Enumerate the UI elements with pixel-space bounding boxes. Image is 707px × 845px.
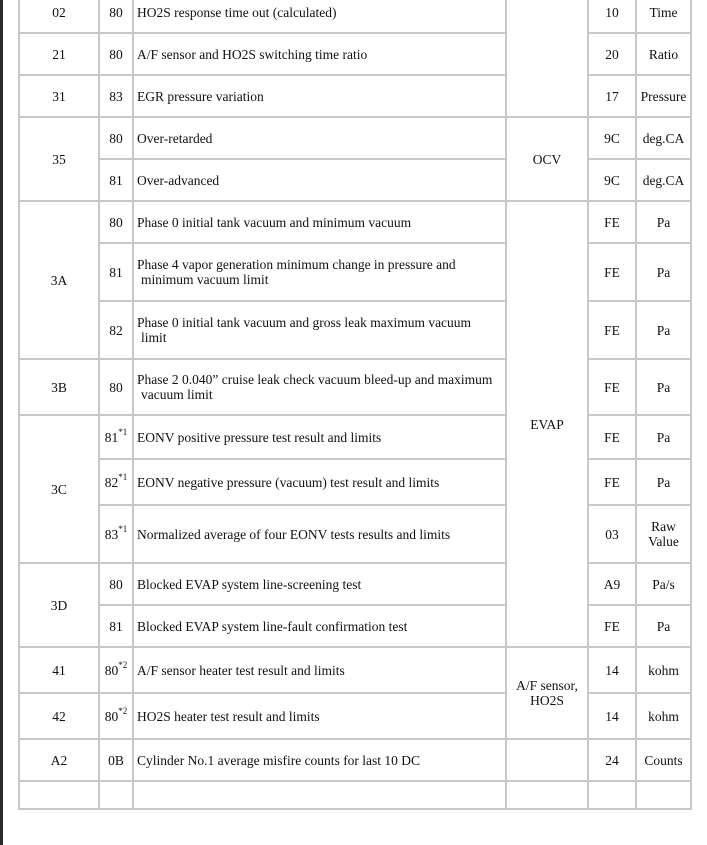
footnote-marker: *1 bbox=[118, 472, 128, 482]
unit-id-cell: 9C bbox=[588, 159, 636, 201]
component-id-cell: 81 bbox=[99, 605, 133, 647]
description-cell bbox=[133, 781, 506, 809]
component-id-cell: 80 bbox=[99, 0, 133, 33]
table-row bbox=[19, 117, 691, 159]
table-row bbox=[19, 243, 691, 301]
system-line-2: HO2S bbox=[530, 693, 564, 708]
unit-cell bbox=[636, 505, 691, 563]
description-cell: Over-advanced bbox=[133, 159, 506, 201]
description-cell: EONV positive pressure test result and limits bbox=[133, 415, 506, 459]
component-id-cell bbox=[99, 693, 133, 739]
unit-line-2: Value bbox=[648, 534, 679, 549]
test-id-cell bbox=[19, 781, 99, 809]
unit-id-cell: 20 bbox=[588, 33, 636, 75]
unit-cell: Pa bbox=[636, 359, 691, 415]
unit-id-cell: 10 bbox=[588, 0, 636, 33]
test-id-cell: 3B bbox=[19, 359, 99, 415]
test-id-cell: 3D bbox=[19, 563, 99, 647]
description-line-1: Phase 4 vapor generation minimum change in pressure and bbox=[137, 257, 456, 272]
unit-cell: Pa bbox=[636, 301, 691, 359]
component-id-cell: 81 bbox=[99, 243, 133, 301]
component-id-cell: 83 bbox=[99, 75, 133, 117]
description-cell bbox=[133, 359, 506, 415]
description-line-1: Phase 2 0.040” cruise leak check vacuum bleed-up and maximum bbox=[137, 372, 493, 387]
table-row bbox=[19, 75, 691, 117]
component-id: 80 bbox=[104, 708, 119, 724]
unit-id-cell: FE bbox=[588, 459, 636, 505]
unit-line-1: Raw bbox=[651, 519, 676, 534]
table-row bbox=[19, 301, 691, 359]
unit-id-cell: 03 bbox=[588, 505, 636, 563]
component-id-cell bbox=[99, 415, 133, 459]
table-row bbox=[19, 201, 691, 243]
test-id-cell: 21 bbox=[19, 33, 99, 75]
unit-id-cell: 9C bbox=[588, 117, 636, 159]
component-id-cell: 80 bbox=[99, 117, 133, 159]
description-cell bbox=[133, 243, 506, 301]
component-id-cell: 81 bbox=[99, 159, 133, 201]
component-id-cell bbox=[99, 505, 133, 563]
system-cell bbox=[506, 647, 588, 739]
component-id-cell: 0B bbox=[99, 739, 133, 781]
unit-cell: deg.CA bbox=[636, 117, 691, 159]
table-row bbox=[19, 33, 691, 75]
description-cell: EONV negative pressure (vacuum) test result and limits bbox=[133, 459, 506, 505]
unit-cell: Pa/s bbox=[636, 563, 691, 605]
test-id-cell: 3C bbox=[19, 415, 99, 563]
unit-id-cell bbox=[588, 781, 636, 809]
description-cell: HO2S response time out (calculated) bbox=[133, 0, 506, 33]
test-id-cell: 41 bbox=[19, 647, 99, 693]
footnote-marker: *2 bbox=[118, 706, 128, 716]
unit-cell: Pa bbox=[636, 415, 691, 459]
component-id: 83 bbox=[104, 526, 119, 542]
description-cell: Normalized average of four EONV tests results and limits bbox=[133, 505, 506, 563]
unit-id-cell: FE bbox=[588, 359, 636, 415]
table-row bbox=[19, 739, 691, 781]
component-id-cell: 80 bbox=[99, 201, 133, 243]
unit-id-cell: FE bbox=[588, 301, 636, 359]
test-id-cell: 31 bbox=[19, 75, 99, 117]
test-id-cell: 3A bbox=[19, 201, 99, 359]
description-cell: Phase 0 initial tank vacuum and minimum vacuum bbox=[133, 201, 506, 243]
unit-id-cell: FE bbox=[588, 605, 636, 647]
table-row bbox=[19, 693, 691, 739]
description-line-2: vacuum limit bbox=[141, 387, 213, 402]
test-id-cell: 42 bbox=[19, 693, 99, 739]
unit-id-cell: A9 bbox=[588, 563, 636, 605]
unit-cell: Pa bbox=[636, 459, 691, 505]
unit-id-cell: 14 bbox=[588, 693, 636, 739]
component-id: 82 bbox=[104, 474, 119, 490]
description-cell: Blocked EVAP system line-screening test bbox=[133, 563, 506, 605]
system-line-1: A/F sensor, bbox=[516, 678, 578, 693]
component-id-cell: 80 bbox=[99, 359, 133, 415]
description-cell: Over-retarded bbox=[133, 117, 506, 159]
description-cell: A/F sensor and HO2S switching time ratio bbox=[133, 33, 506, 75]
table-row bbox=[19, 459, 691, 505]
component-id-cell bbox=[99, 647, 133, 693]
table-row bbox=[19, 359, 691, 415]
component-id-cell bbox=[99, 781, 133, 809]
unit-cell: Pa bbox=[636, 243, 691, 301]
description-cell: Cylinder No.1 average misfire counts for last 10 DC bbox=[133, 739, 506, 781]
description-line-2: minimum vacuum limit bbox=[141, 272, 269, 287]
table-row bbox=[19, 159, 691, 201]
component-id-cell: 82 bbox=[99, 301, 133, 359]
table-row bbox=[19, 415, 691, 459]
table-row bbox=[19, 605, 691, 647]
system-cell-blank bbox=[506, 0, 588, 117]
unit-id-cell: 24 bbox=[588, 739, 636, 781]
system-cell: EVAP bbox=[506, 201, 588, 647]
footnote-marker: *1 bbox=[118, 427, 128, 437]
footnote-marker: *2 bbox=[118, 660, 128, 670]
test-id-cell: 35 bbox=[19, 117, 99, 201]
unit-cell: Pressure bbox=[636, 75, 691, 117]
description-cell: A/F sensor heater test result and limits bbox=[133, 647, 506, 693]
unit-cell: deg.CA bbox=[636, 159, 691, 201]
unit-cell: Counts bbox=[636, 739, 691, 781]
unit-cell bbox=[636, 781, 691, 809]
unit-cell: Time bbox=[636, 0, 691, 33]
footnote-marker: *1 bbox=[118, 524, 128, 534]
component-id-cell: 80 bbox=[99, 33, 133, 75]
description-cell: Blocked EVAP system line-fault confirmation test bbox=[133, 605, 506, 647]
component-id: 80 bbox=[104, 662, 119, 678]
component-id-cell: 80 bbox=[99, 563, 133, 605]
unit-id-cell: 14 bbox=[588, 647, 636, 693]
table-row bbox=[19, 647, 691, 693]
unit-id-cell: FE bbox=[588, 415, 636, 459]
description-cell bbox=[133, 301, 506, 359]
unit-cell: kohm bbox=[636, 647, 691, 693]
table-row bbox=[19, 0, 691, 33]
description-cell: EGR pressure variation bbox=[133, 75, 506, 117]
system-cell: OCV bbox=[506, 117, 588, 201]
description-line-1: Phase 0 initial tank vacuum and gross leak maximum vacuum bbox=[137, 315, 472, 330]
unit-id-cell: 17 bbox=[588, 75, 636, 117]
unit-id-cell: FE bbox=[588, 243, 636, 301]
description-line-2: limit bbox=[141, 330, 167, 345]
test-id-cell: A2 bbox=[19, 739, 99, 781]
component-id: 81 bbox=[104, 429, 119, 445]
page-left-edge bbox=[0, 0, 3, 845]
table-row bbox=[19, 505, 691, 563]
unit-cell: Pa bbox=[636, 605, 691, 647]
unit-id-cell: FE bbox=[588, 201, 636, 243]
monitor-results-table bbox=[18, 0, 692, 810]
system-cell-blank bbox=[506, 739, 588, 781]
unit-cell: Pa bbox=[636, 201, 691, 243]
table-row bbox=[19, 563, 691, 605]
table-row-partial bbox=[19, 781, 691, 809]
component-id-cell bbox=[99, 459, 133, 505]
unit-cell: kohm bbox=[636, 693, 691, 739]
test-id-cell: 02 bbox=[19, 0, 99, 33]
unit-cell: Ratio bbox=[636, 33, 691, 75]
description-cell: HO2S heater test result and limits bbox=[133, 693, 506, 739]
system-cell bbox=[506, 781, 588, 809]
